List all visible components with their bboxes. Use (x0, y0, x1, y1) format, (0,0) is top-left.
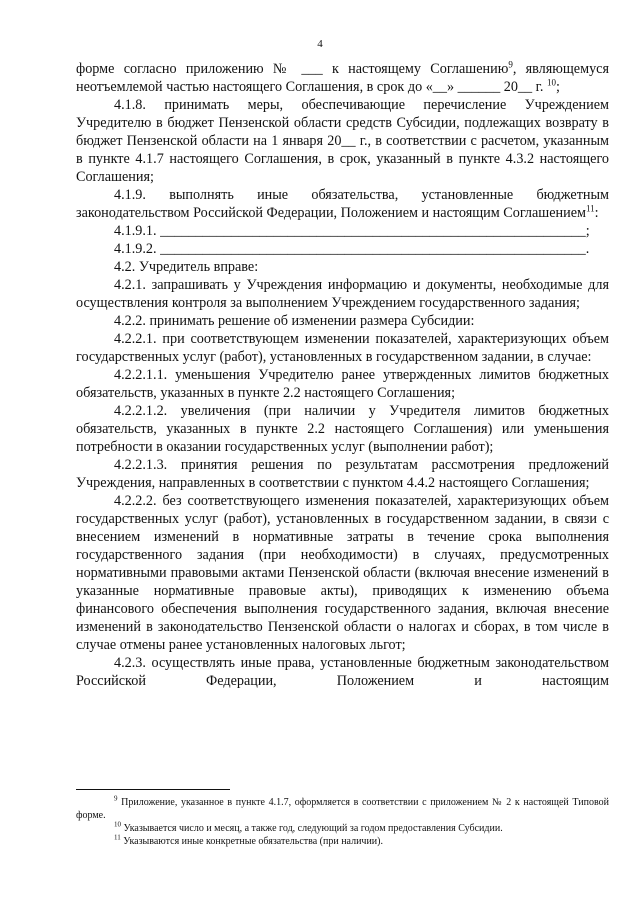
paragraph-4-2-2-2: 4.2.2.2. без соответствующего изменения показателей, характеризующих объем государственных услуг (работ), установленных в государственном задании, в связи с внесением изменений в нормативные затраты в течение срока выполнения государственного задания (при необходимости) в случаях, предусмотренных нормативными правовыми актами Пензенской области (включая внесение изменений в указанные нормативные правовые акты), приводящих к изменению объема финансового обеспечения выполнения государственного задания, включая внесение изменений в законодательство Пензенской области о налогах и сборах, в том числе в случае отмены ранее установленных налоговых льгот; (76, 493, 609, 653)
footnote-mark: 10 (114, 820, 121, 829)
paragraph-text: 4.1.9. выполнять иные обязательства, установленные бюджетным законодательством Российской Федерации, Положением и настоящим Соглашением (76, 187, 609, 221)
paragraph-text: , являющемуся неотъемлемой частью настоящего Соглашения, в срок до «__» ______ 20__ г. (76, 61, 609, 95)
paragraph-text: ; (555, 79, 560, 95)
footnote-11 (76, 835, 609, 848)
paragraph-4-2: 4.2. Учредитель вправе: (114, 259, 259, 275)
paragraph-4-1-9-1: 4.1.9.1. ____________________________________________________________; (114, 223, 590, 239)
footnote-ref-10[interactable]: 10 (546, 77, 556, 88)
paragraph-4-2-1: 4.2.1. запрашивать у Учреждения информацию и документы, необходимые для осуществления контроля за выполнением Учреждением государственного задания; (76, 277, 609, 311)
footnote-text: Указываются иные конкретные обязательства (при наличии). (123, 836, 383, 847)
document-body (76, 60, 609, 690)
footnote-ref-9[interactable]: 9 (508, 59, 513, 70)
footnote-mark: 9 (114, 794, 118, 803)
paragraph-4-2-2-1: 4.2.2.1. при соответствующем изменении показателей, характеризующих объем государственных услуг (работ), установленных в государственном задании, в случае: (76, 331, 609, 365)
paragraph-4-2-2: 4.2.2. принимать решение об изменении размера Субсидии: (114, 313, 475, 329)
paragraph-4-2-2-1-2: 4.2.2.1.2. увеличения (при наличии у Учредителя лимитов бюджетных обязательств, указанных в пункте 2.2 настоящего Соглашения) или уменьшения потребности в оказании государственных услуг (выполнении работ); (76, 403, 609, 455)
paragraph-text: : (594, 205, 599, 221)
footnote-mark: 11 (114, 833, 121, 842)
paragraph-4-2-3: 4.2.3. осуществлять иные права, установленные бюджетным законодательством Российской Федерации, Положением и настоящим (76, 655, 609, 689)
paragraph-4-1-8: 4.1.8. принимать меры, обеспечивающие перечисление Учреждением Учредителю в бюджет Пензенской области средств Субсидии, подлежащих возврату в бюджет Пензенской области на 1 января 20__ г., в соответствии с расчетом, указанным в пункте 4.1.7 настоящего Соглашения, в срок, указанный в пункте 4.3.2 настоящего Соглашения; (76, 97, 609, 185)
footnotes (76, 796, 609, 848)
paragraph-text: форме согласно приложению № ___ к настоящему Соглашению (76, 61, 509, 77)
footnote-text: Приложение, указанное в пункте 4.1.7, оформляется в соответствии с приложением № 2 к настоящей Типовой форме. (76, 797, 609, 821)
paragraph-4-1-9 (76, 186, 609, 222)
footnote-divider (76, 789, 230, 790)
footnote-10 (76, 822, 609, 835)
paragraph-4-1-9-2: 4.1.9.2. ____________________________________________________________. (114, 241, 590, 257)
paragraph-4-2-2-1-1: 4.2.2.1.1. уменьшения Учредителю ранее утвержденных лимитов бюджетных обязательств, указанных в пункте 2.2 настоящего Соглашения; (76, 367, 609, 401)
paragraph-4-2-2-1-3: 4.2.2.1.3. принятия решения по результатам рассмотрения предложений Учреждения, направленных в соответствии с пунктом 4.4.2 настоящего Соглашения; (76, 457, 609, 491)
page-number: 4 (317, 38, 323, 50)
footnote-ref-11[interactable]: 11 (585, 203, 595, 214)
footnote-9 (76, 796, 609, 822)
paragraph-4-1-7-continuation (76, 60, 609, 96)
footnote-text: Указывается число и месяц, а также год, следующий за годом предоставления Субсидии. (123, 823, 503, 834)
